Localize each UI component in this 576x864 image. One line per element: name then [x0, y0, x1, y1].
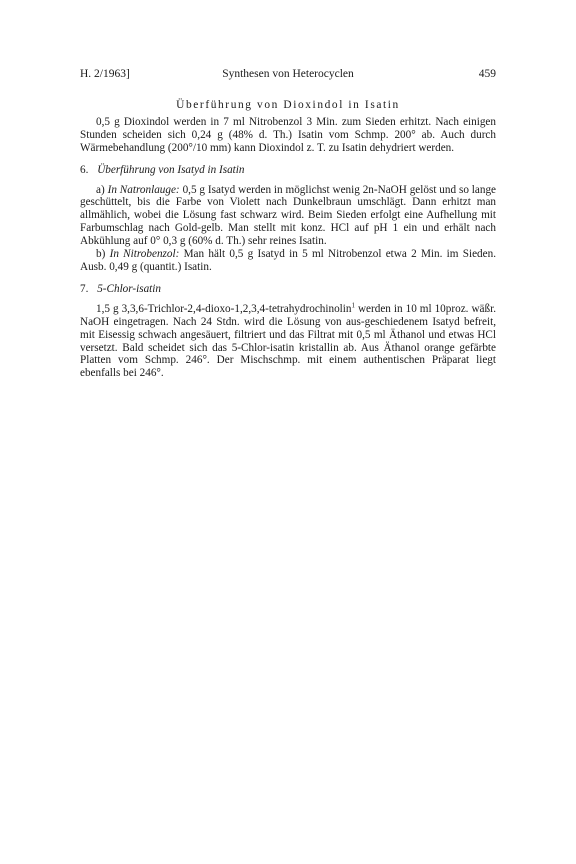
running-title: Synthesen von Heterocyclen — [222, 68, 354, 80]
part-a-text: 0,5 g Isatyd werden in möglichst wenig 2n-NaOH gelöst und so lange geschüttelt, bis die Farbe von Violett nach Dunkelbraun umschlägt. Dann erhitzt man allmählich, wobei die Lösung fast schwarz wird. Beim Sieden erfolgt eine Aufhellung mit Farbumschlag nach Gold-gelb. Man stellt mit konz. HCl auf pH 1 ein und erhält nach Abkühlung auf 0° 0,3 g (60% d. Th.) sehr reines Isatin. — [80, 183, 497, 248]
running-header — [80, 68, 496, 82]
section-7-paragraph — [80, 303, 496, 380]
part-b-label: In Nitrobenzol: — [109, 248, 180, 261]
part-a-label: In Natronlauge: — [107, 183, 180, 196]
section-6-number: 6. — [80, 163, 89, 176]
section-7-text-start: 1,5 g 3,3,6-Trichlor-2,4-dioxo-1,2,3,4-tetrahydrochinolin — [96, 302, 352, 315]
section-6-part-a — [80, 184, 496, 249]
page-number: 459 — [478, 68, 496, 80]
part-b-prefix: b) — [96, 248, 106, 261]
article-body — [80, 99, 496, 380]
part-b-text: Man hält 0,5 g Isatyd in 5 ml Nitrobenzol etwa 2 Min. im Sieden. Ausb. 0,49 g (quantit.) Isatin. — [80, 248, 496, 273]
section-6-title: Überführung von Isatyd in Isatin — [97, 163, 245, 176]
dioxindol-paragraph: 0,5 g Dioxindol werden in 7 ml Nitrobenzol 3 Min. zum Sieden erhitzt. Nach einigen Stunden scheiden sich 0,24 g (48% d. Th.) Isatin vom Schmp. 200° ab. Auch durch Wärmebehandlung (200°/10 mm) kann Dioxindol z. T. zu Isatin dehydriert werden. — [80, 115, 496, 154]
section-7-number: 7. — [80, 282, 89, 295]
section-6-part-b — [80, 248, 496, 274]
footnote-marker[interactable]: 1 — [351, 301, 355, 310]
section-title: Überführung von Dioxindol in Isatin — [176, 99, 400, 111]
section-7-heading — [80, 283, 496, 296]
section-7-text-end: werden in 10 ml 10proz. wäßr. NaOH eingetragen. Nach 24 Stdn. wird die Lösung von aus-geschiedenem Isatyd befreit, mit Eisessig schwach angesäuert, filtriert und das Filtrat mit 0,5 ml Äthanol und etwas HCl versetzt. Bald scheidet sich das 5-Chlor-isatin kristallin ab. Aus Äthanol orange gefärbte Platten vom Schmp. 246°. Der Mischschmp. mit einem authentischen Präparat liegt ebenfalls bei 246°. — [80, 302, 496, 380]
part-a-prefix: a) — [96, 183, 105, 196]
section-6-heading — [80, 164, 496, 177]
section-7-title: 5-Chlor-isatin — [97, 282, 161, 295]
journal-issue: H. 2/1963] — [80, 68, 130, 80]
